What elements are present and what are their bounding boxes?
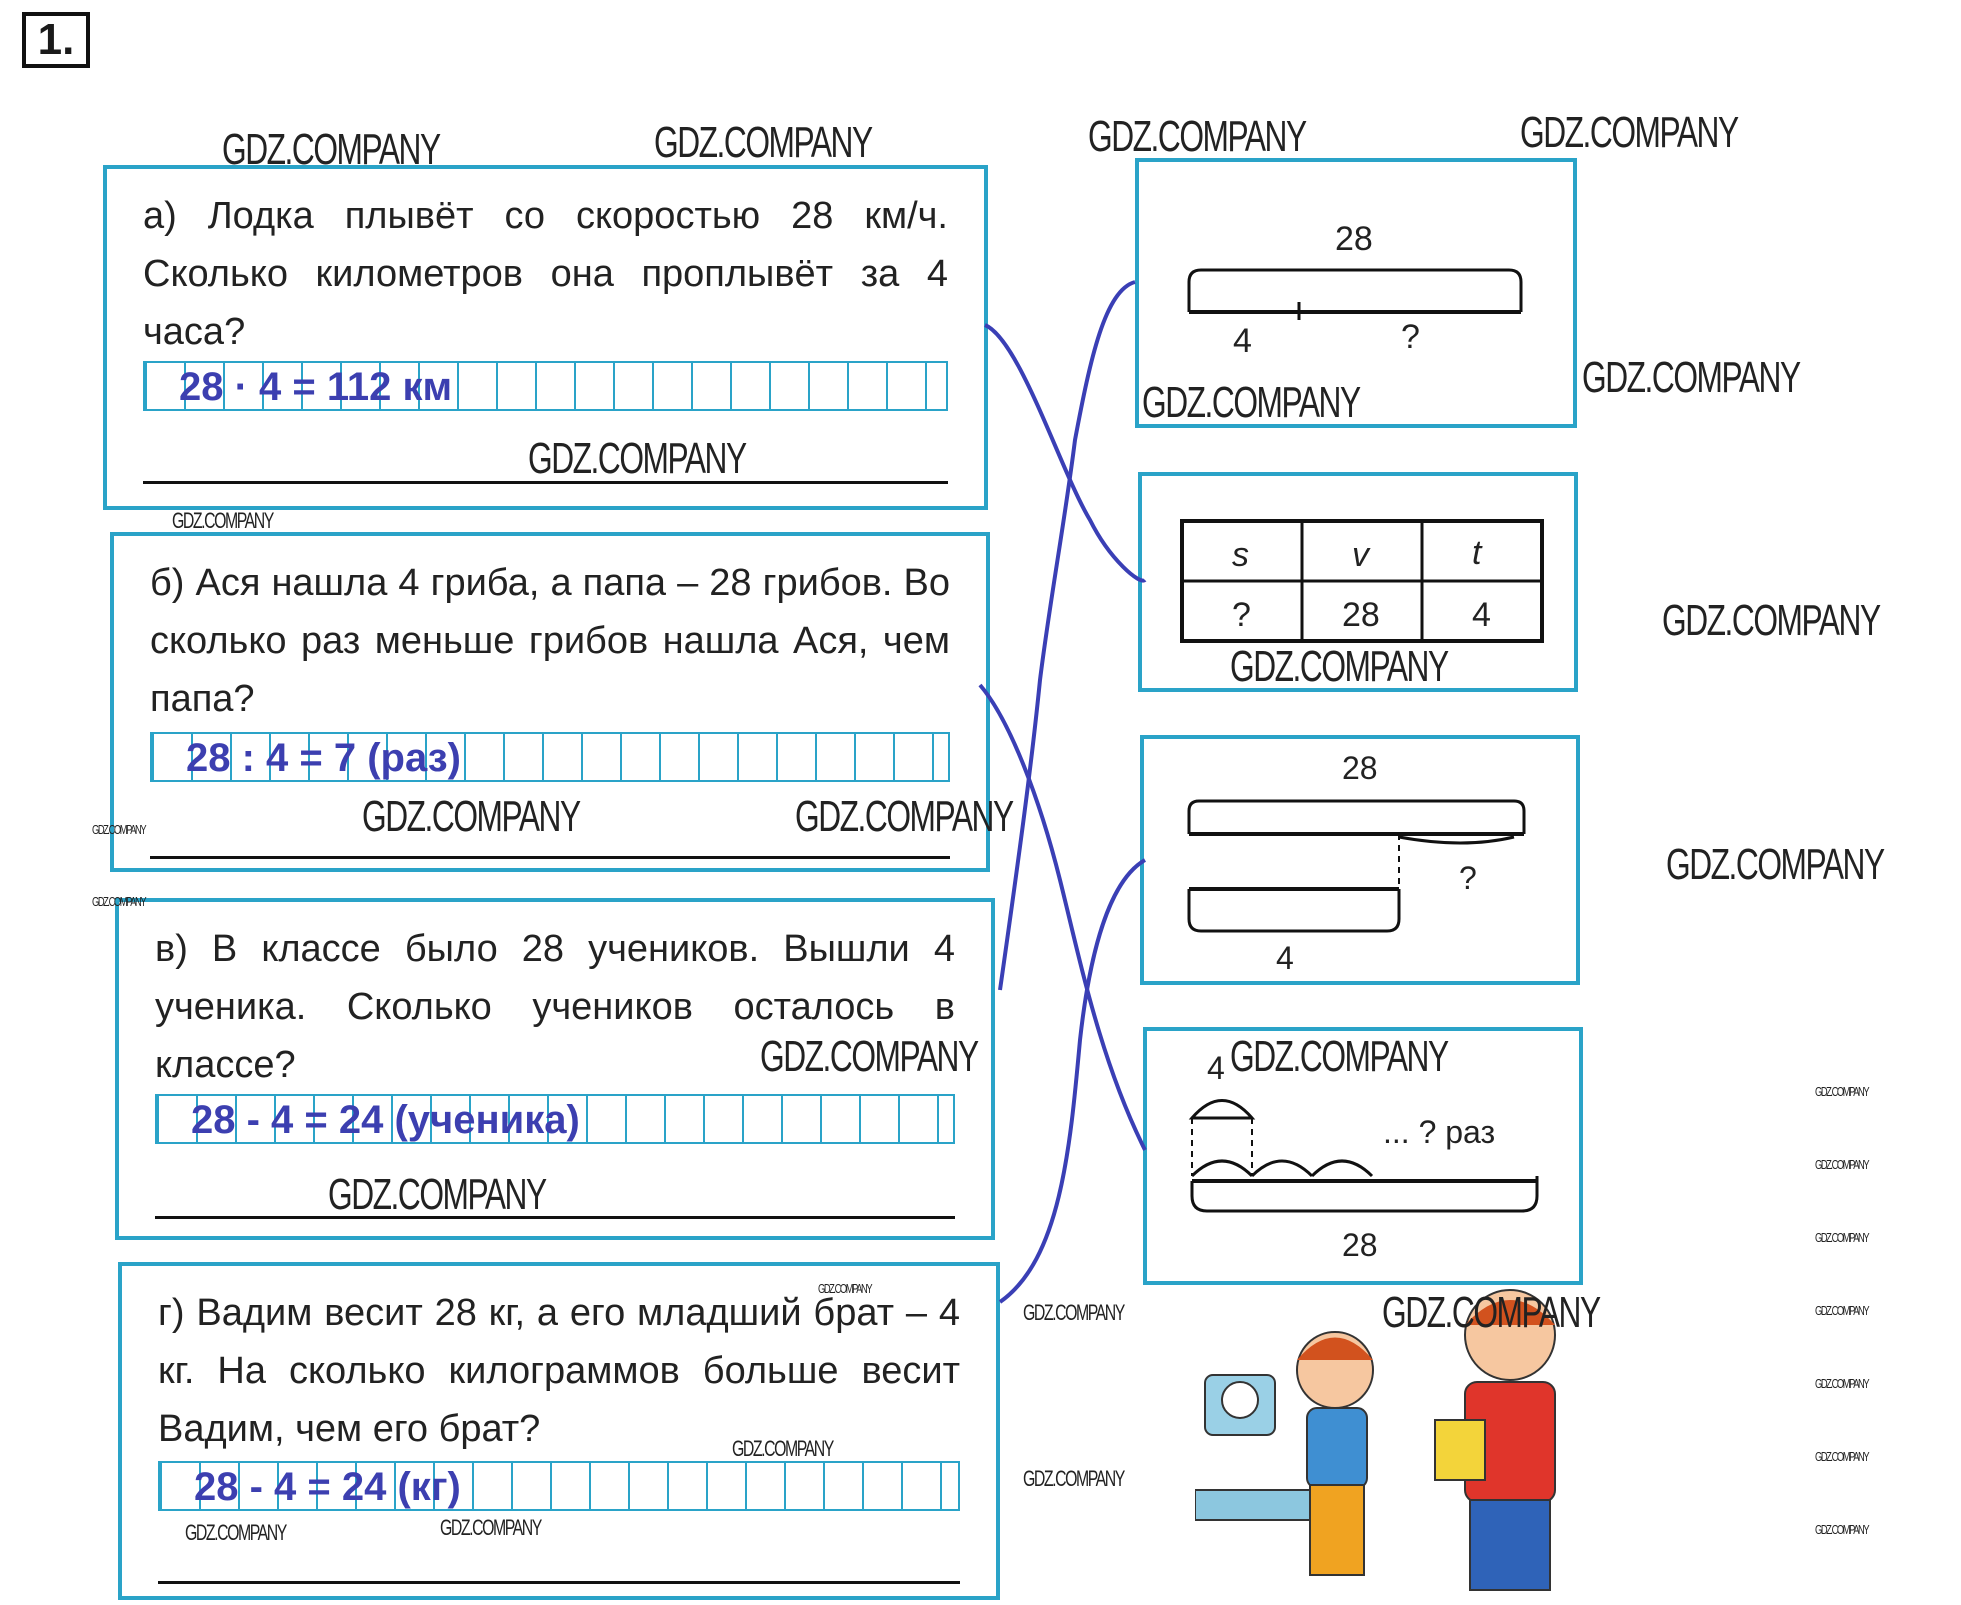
scheme-3-unknown: ? <box>1459 860 1477 896</box>
watermark: GDZ.COMPANY <box>795 792 1013 841</box>
scheme-4-part: 4 <box>1207 1050 1225 1086</box>
watermark: GDZ.COMPANY <box>328 1170 546 1219</box>
problem-b-text: б) Ася нашла 4 гриба, а папа – 28 грибов. Во сколько раз меньше грибов нашла Ася, чем папа? <box>150 562 950 720</box>
value-v: 28 <box>1342 596 1380 634</box>
scheme-1-total: 28 <box>1335 220 1373 258</box>
problem-g <box>118 1262 1000 1600</box>
watermark: GDZ.COMPANY <box>1230 642 1448 691</box>
watermark: GDZ.COMPANY <box>362 792 580 841</box>
header-v: v <box>1352 536 1369 574</box>
watermark: GDZ.COMPANY <box>1230 1032 1448 1081</box>
answer-grid-b[interactable] <box>150 732 950 782</box>
scheme-1-part: 4 <box>1233 322 1252 360</box>
watermark: GDZ.COMPANY <box>654 118 872 167</box>
answer-a: 28 · 4 = 112 км <box>179 365 453 409</box>
watermark: GDZ.COMPANY <box>1815 1157 1869 1172</box>
problem-a-text: а) Лодка плывёт со скоростью 28 км/ч. Сколько километров она проплывёт за 4 часа? <box>143 195 948 353</box>
watermark: GDZ.COMPANY <box>1815 1449 1869 1464</box>
answer-line-v <box>155 1216 955 1219</box>
answer-grid-g[interactable] <box>158 1461 960 1511</box>
header-s: s <box>1232 536 1249 574</box>
watermark: GDZ.COMPANY <box>1088 112 1306 161</box>
value-t: 4 <box>1472 596 1491 634</box>
watermark: GDZ.COMPANY <box>222 125 440 174</box>
value-s: ? <box>1232 596 1251 634</box>
watermark: GDZ.COMPANY <box>92 822 146 837</box>
watermark: GDZ.COMPANY <box>760 1032 978 1081</box>
answer-line-g <box>158 1581 960 1584</box>
watermark: GDZ.COMPANY <box>440 1515 541 1540</box>
task-number: 1. <box>22 12 90 68</box>
watermark: GDZ.COMPANY <box>1815 1084 1869 1099</box>
scheme-4-unknown: ... ? раз <box>1383 1114 1496 1150</box>
watermark: GDZ.COMPANY <box>1815 1303 1869 1318</box>
answer-g: 28 - 4 = 24 (кг) <box>194 1465 461 1509</box>
watermark: GDZ.COMPANY <box>732 1436 833 1461</box>
watermark: GDZ.COMPANY <box>1815 1230 1869 1245</box>
header-t: t <box>1472 534 1482 572</box>
problem-g-text: г) Вадим весит 28 кг, а его младший брат – 4 кг. На сколько килограммов больше весит Вадим, чем его брат? <box>158 1292 960 1450</box>
watermark: GDZ.COMPANY <box>1382 1288 1600 1337</box>
scheme-3-total: 28 <box>1342 750 1378 786</box>
watermark: GDZ.COMPANY <box>1142 378 1360 427</box>
watermark: GDZ.COMPANY <box>1520 108 1738 157</box>
answer-v: 28 - 4 = 24 (ученика) <box>191 1098 580 1142</box>
watermark: GDZ.COMPANY <box>92 894 146 909</box>
answer-b: 28 : 4 = 7 (раз) <box>186 736 461 780</box>
watermark: GDZ.COMPANY <box>172 508 273 533</box>
answer-grid-v[interactable] <box>155 1094 955 1144</box>
watermark: GDZ.COMPANY <box>1582 353 1800 402</box>
watermark: GDZ.COMPANY <box>1023 1466 1124 1491</box>
watermark: GDZ.COMPANY <box>1815 1376 1869 1391</box>
scheme-4-total: 28 <box>1342 1227 1378 1263</box>
scheme-1-unknown: ? <box>1401 318 1420 356</box>
watermark: GDZ.COMPANY <box>818 1281 872 1296</box>
watermark: GDZ.COMPANY <box>1023 1300 1124 1325</box>
scheme-compare <box>1140 735 1580 985</box>
scheme-3-part: 4 <box>1276 940 1294 976</box>
watermark: GDZ.COMPANY <box>528 434 746 483</box>
watermark: GDZ.COMPANY <box>1815 1522 1869 1537</box>
problem-v-text: в) В классе было 28 учеников. Вышли 4 ученика. Сколько учеников осталось в классе? <box>155 928 955 1086</box>
scheme-3-drawing <box>1144 739 1584 989</box>
watermark: GDZ.COMPANY <box>1666 840 1884 889</box>
answer-line-b <box>150 856 950 859</box>
answer-grid-a[interactable] <box>143 361 948 411</box>
watermark: GDZ.COMPANY <box>185 1520 286 1545</box>
watermark: GDZ.COMPANY <box>1662 596 1880 645</box>
